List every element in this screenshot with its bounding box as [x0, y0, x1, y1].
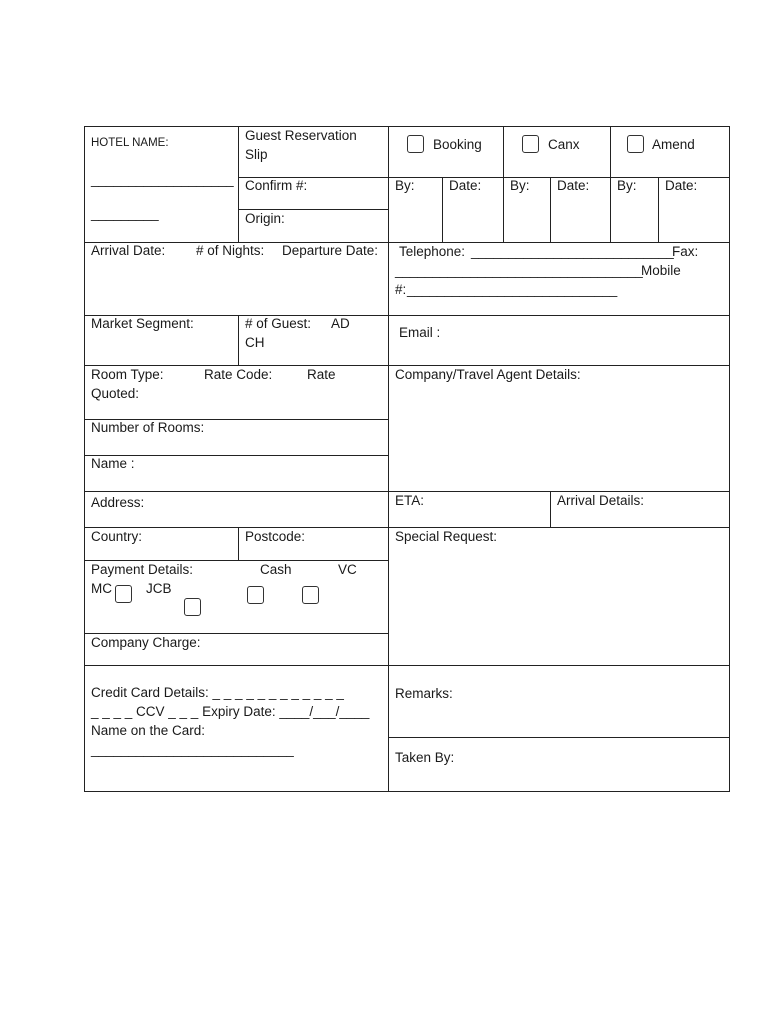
canx-date-label: Date: — [557, 178, 590, 193]
company-charge-label: Company Charge: — [91, 635, 201, 650]
taken-by-label: Taken By: — [395, 750, 455, 765]
jcb-checkbox[interactable] — [184, 598, 201, 616]
fax-label: Fax: — [672, 244, 699, 259]
name-on-card-blank[interactable]: ___________________________ — [91, 742, 294, 757]
eta-label: ETA: — [395, 493, 425, 508]
adult-label: AD — [331, 316, 350, 331]
hotel-name-label: HOTEL NAME: — [91, 137, 169, 149]
amend-date-label: Date: — [665, 178, 698, 193]
booking-checkbox[interactable] — [407, 135, 424, 153]
rule — [610, 126, 611, 243]
mc-checkbox[interactable] — [115, 585, 132, 603]
country-label: Country: — [91, 529, 143, 544]
mc-label: MC — [91, 581, 112, 596]
ccv-expiry-line[interactable]: _ _ _ _ CCV _ _ _ Expiry Date: ____/___/____ — [91, 704, 370, 719]
rule — [503, 126, 504, 243]
rule — [658, 177, 659, 243]
vc-checkbox[interactable] — [302, 586, 319, 604]
postcode-label: Postcode: — [245, 529, 306, 544]
form-title-line-1: Guest Reservation — [245, 128, 357, 143]
rule — [238, 315, 239, 366]
rule — [388, 315, 730, 316]
mobile-blank[interactable]: ____________________________ — [407, 282, 618, 297]
name-on-card-label: Name on the Card: — [91, 723, 206, 738]
payment-details-label: Payment Details: — [91, 562, 194, 577]
hotel-name-blank-2[interactable]: _________ — [91, 206, 159, 221]
canx-by-label: By: — [510, 178, 530, 193]
company-agent-label: Company/Travel Agent Details: — [395, 367, 581, 382]
rule — [238, 126, 239, 243]
mobile-hash: #: — [395, 282, 407, 297]
amend-by-label: By: — [617, 178, 637, 193]
mobile-label: Mobile — [641, 263, 681, 278]
booking-by-label: By: — [395, 178, 415, 193]
cash-label: Cash — [260, 562, 292, 577]
rule — [238, 527, 239, 561]
jcb-label: JCB — [146, 581, 172, 596]
number-of-rooms-label: Number of Rooms: — [91, 420, 205, 435]
amend-checkbox[interactable] — [627, 135, 644, 153]
child-label: CH — [245, 335, 265, 350]
canx-label: Canx — [548, 137, 580, 152]
rate-label: Rate — [307, 367, 336, 382]
reservation-form — [84, 126, 730, 792]
nights-label: # of Nights: — [196, 243, 265, 258]
departure-date-label: Departure Date: — [282, 243, 379, 258]
rule — [550, 491, 551, 528]
special-request-label: Special Request: — [395, 529, 498, 544]
fax-blank[interactable]: _________________________________ — [395, 263, 643, 278]
hotel-name-blank[interactable]: ___________________ — [91, 172, 234, 187]
booking-label: Booking — [433, 137, 482, 152]
arrival-date-label: Arrival Date: — [91, 243, 166, 258]
num-guest-label: # of Guest: — [245, 316, 312, 331]
rule — [442, 177, 443, 243]
confirm-number-label: Confirm #: — [245, 178, 308, 193]
amend-label: Amend — [652, 137, 695, 152]
name-label: Name : — [91, 456, 135, 471]
arrival-details-label: Arrival Details: — [557, 493, 645, 508]
telephone-blank[interactable]: ___________________________ — [471, 244, 674, 259]
telephone-label: Telephone: — [399, 244, 466, 259]
main-column-divider — [388, 126, 389, 792]
rule — [550, 177, 551, 243]
quoted-label: Quoted: — [91, 386, 140, 401]
room-type-label: Room Type: — [91, 367, 164, 382]
vc-label: VC — [338, 562, 357, 577]
cash-checkbox[interactable] — [247, 586, 264, 604]
form-title-line-2: Slip — [245, 147, 268, 162]
rate-code-label: Rate Code: — [204, 367, 273, 382]
address-label: Address: — [91, 495, 145, 510]
canx-checkbox[interactable] — [522, 135, 539, 153]
market-segment-label: Market Segment: — [91, 316, 194, 331]
rule — [84, 665, 730, 666]
email-label: Email : — [399, 325, 441, 340]
credit-card-details[interactable]: Credit Card Details: _ _ _ _ _ _ _ _ _ _ _ _ — [91, 685, 344, 700]
origin-label: Origin: — [245, 211, 285, 226]
remarks-label: Remarks: — [395, 686, 453, 701]
rule — [388, 737, 730, 738]
booking-date-label: Date: — [449, 178, 482, 193]
